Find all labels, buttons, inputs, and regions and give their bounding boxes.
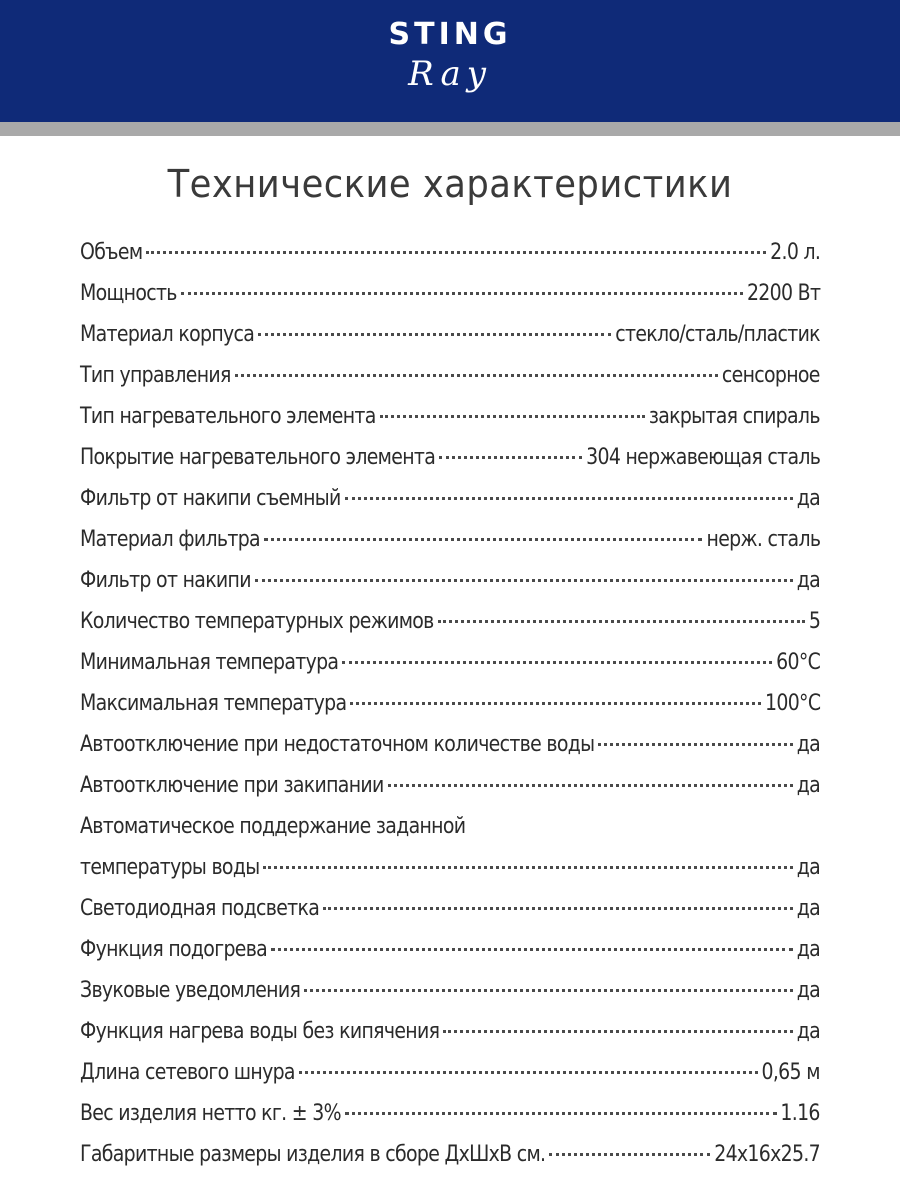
- spec-label: Фильтр от накипи: [80, 568, 251, 593]
- spec-value: 2200 Вт: [746, 281, 820, 306]
- spec-label: Звуковые уведомления: [80, 978, 301, 1003]
- spec-row: [80, 1052, 820, 1093]
- spec-row: [80, 437, 820, 478]
- spec-label: Количество температурных режимов: [80, 609, 434, 634]
- spec-label: Автоотключение при закипании: [80, 773, 384, 798]
- leader-dots: [255, 579, 793, 582]
- leader-dots: [323, 907, 793, 910]
- leader-dots: [235, 374, 718, 377]
- spec-row: [80, 478, 820, 519]
- spec-row: [80, 314, 820, 355]
- leader-dots: [380, 415, 645, 418]
- spec-label: Светодиодная подсветка: [80, 896, 320, 921]
- page-title: Технические характеристики: [167, 162, 733, 206]
- spec-value: 100°C: [764, 691, 820, 716]
- header-band: [0, 0, 900, 122]
- leader-dots: [342, 661, 772, 664]
- spec-label: Тип нагревательного элемента: [80, 404, 376, 429]
- leader-dots: [299, 1071, 758, 1074]
- spec-row: [80, 929, 820, 970]
- spec-value: 0,65 м: [761, 1060, 820, 1085]
- spec-label: Мощность: [80, 281, 177, 306]
- spec-list: [80, 232, 820, 1175]
- spec-row: [80, 1134, 820, 1175]
- spec-value: да: [796, 855, 820, 880]
- spec-row: [80, 519, 820, 560]
- spec-value: сенсорное: [722, 363, 820, 388]
- spec-value: 24х16х25.7: [714, 1142, 820, 1167]
- spec-row: [80, 847, 820, 888]
- brand-script: Ray: [408, 54, 492, 94]
- brand-logo: [0, 18, 900, 94]
- spec-row: [80, 273, 820, 314]
- spec-row: [80, 683, 820, 724]
- spec-row: [80, 1093, 820, 1134]
- spec-row: [80, 601, 820, 642]
- spec-row: [80, 642, 820, 683]
- leader-dots: [304, 989, 793, 992]
- spec-label: Фильтр от накипи съемный: [80, 486, 341, 511]
- leader-dots: [146, 251, 765, 254]
- spec-row: [80, 888, 820, 929]
- spec-label: Максимальная температура: [80, 691, 347, 716]
- spec-value: да: [796, 568, 820, 593]
- spec-label: Материал фильтра: [80, 527, 260, 552]
- spec-row: [80, 1011, 820, 1052]
- spec-value: да: [796, 732, 820, 757]
- leader-dots: [263, 866, 792, 869]
- spec-value: 304 нержавеющая сталь: [585, 445, 820, 470]
- leader-dots: [264, 538, 702, 541]
- spec-label: Тип управления: [80, 363, 231, 388]
- spec-label: Материал корпуса: [80, 322, 255, 347]
- spec-row: [80, 560, 820, 601]
- spec-label: Функция нагрева воды без кипячения: [80, 1019, 440, 1044]
- spec-value: да: [796, 937, 820, 962]
- spec-row: [80, 724, 820, 765]
- leader-dots: [350, 702, 760, 705]
- spec-value: 5: [808, 609, 820, 634]
- spec-label: Автоматическое поддержание заданной: [80, 814, 466, 839]
- spec-row: [80, 806, 820, 847]
- leader-dots: [258, 333, 611, 336]
- spec-label: Автоотключение при недостаточном количестве воды: [80, 732, 595, 757]
- spec-value: стекло/сталь/пластик: [615, 322, 820, 347]
- leader-dots: [345, 1112, 777, 1115]
- spec-value: закрытая спираль: [649, 404, 820, 429]
- spec-row: [80, 396, 820, 437]
- spec-value: да: [796, 486, 820, 511]
- spec-value: да: [796, 773, 820, 798]
- spec-row: [80, 232, 820, 273]
- spec-label: температуры воды: [80, 855, 260, 880]
- spec-value: да: [796, 896, 820, 921]
- spec-label: Длина сетевого шнура: [80, 1060, 295, 1085]
- spec-value: да: [796, 1019, 820, 1044]
- leader-dots: [549, 1153, 710, 1156]
- spec-value: 60°C: [776, 650, 820, 675]
- spec-value: нерж. сталь: [706, 527, 820, 552]
- spec-value: да: [796, 978, 820, 1003]
- leader-dots: [181, 292, 743, 295]
- spec-label: Габаритные размеры изделия в сборе ДхШхВ см.: [80, 1142, 546, 1167]
- spec-label: Минимальная температура: [80, 650, 339, 675]
- leader-dots: [598, 743, 792, 746]
- brand-name: STING: [388, 17, 512, 52]
- leader-dots: [271, 948, 793, 951]
- spec-value: 1.16: [780, 1101, 820, 1126]
- spec-row: [80, 970, 820, 1011]
- spec-row: [80, 355, 820, 396]
- spec-label: Вес изделия нетто кг. ± 3%: [80, 1101, 341, 1126]
- header-stripe: [0, 122, 900, 136]
- leader-dots: [443, 1030, 792, 1033]
- leader-dots: [439, 456, 582, 459]
- spec-row: [80, 765, 820, 806]
- spec-value: 2.0 л.: [769, 240, 820, 265]
- spec-label: Функция подогрева: [80, 937, 268, 962]
- spec-label: Покрытие нагревательного элемента: [80, 445, 436, 470]
- leader-dots: [388, 784, 793, 787]
- leader-dots: [438, 620, 805, 623]
- spec-label: Объем: [80, 240, 143, 265]
- leader-dots: [345, 497, 793, 500]
